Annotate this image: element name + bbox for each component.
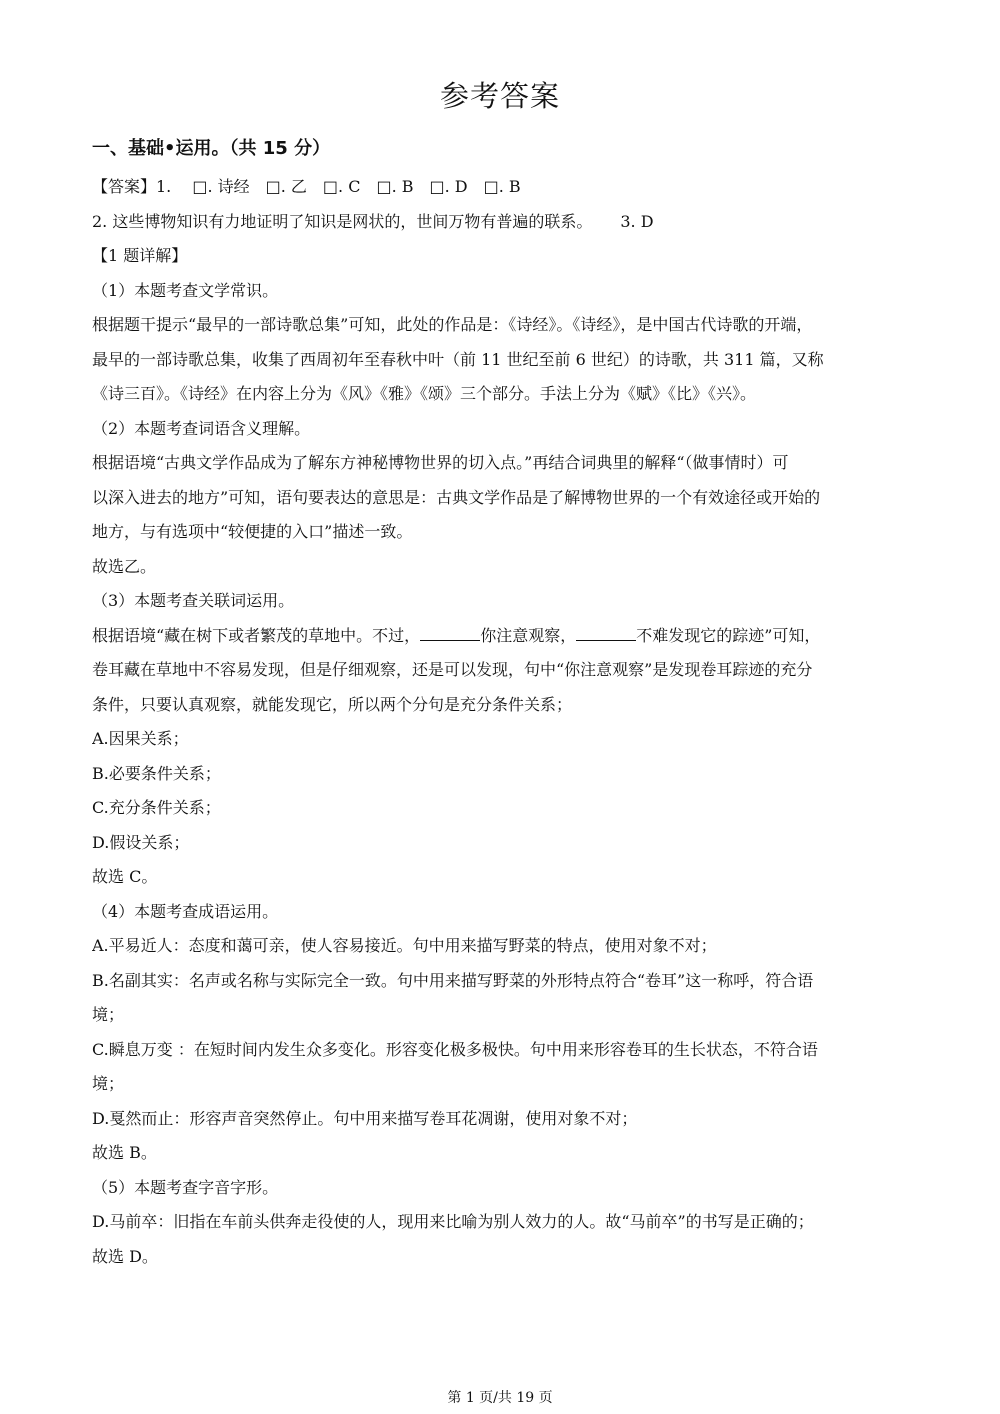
paragraph-line: 条件，只要认真观察，就能发现它，所以两个分句是充分条件关系； bbox=[92, 694, 573, 714]
subsection-title: （2）本题考查词语含义理解。 bbox=[92, 418, 311, 438]
paragraph-line: 根据语境“古典文学作品成为了解东方神秘博物世界的切入点。”再结合词典里的解释“（做事情时）可 bbox=[92, 453, 789, 472]
answer-choice: 故选 C。 bbox=[92, 867, 158, 886]
answer-text: 2. 这些博物知识有力地证明了知识是网状的，世间万物有普遍的联系。 bbox=[92, 211, 593, 231]
paragraph-line: 根据题干提示“最早的一部诗歌总集”可知，此处的作品是：《诗经》。《诗经》，是中国古代诗歌的开端， bbox=[92, 315, 813, 334]
subsection-title: （4）本题考查成语运用。 bbox=[92, 901, 279, 921]
option-line: D.马前卒：旧指在车前头供奔走役使的人，现用来比喻为别人效力的人。故“马前卒”的书写是正确的； bbox=[92, 1212, 814, 1231]
option-line: 境； bbox=[92, 1005, 125, 1024]
section-heading: 一、基础•运用。（共 15 分） bbox=[92, 138, 331, 159]
option-line: C.瞬息万变 ：在短时间内发生众多变化。形容变化极多极快。句中用来形容卷耳的生长状态，不符合语 bbox=[92, 1039, 818, 1059]
answer-choice: 故选 B。 bbox=[92, 1143, 157, 1162]
paragraph-line: 卷耳藏在草地中不容易发现，但是仔细观察，还是可以发现，句中“你注意观察”是发现卷耳踪迹的充分 bbox=[92, 660, 813, 679]
paragraph-text: 不难发现它的踪迹”可知， bbox=[636, 625, 821, 645]
option-line: A.平易近人：态度和蔼可亲，使人容易接近。句中用来描写野菜的特点，使用对象不对； bbox=[92, 936, 717, 955]
option-line: C.充分条件关系； bbox=[92, 798, 221, 817]
paragraph-line: 地方，与有选项中“较便捷的入口”描述一致。 bbox=[92, 522, 413, 541]
option-line: D.戛然而止：形容声音突然停止。句中用来描写卷耳花凋谢，使用对象不对； bbox=[92, 1108, 638, 1128]
page-title: 参考答案 bbox=[439, 79, 560, 113]
answer-line: 【答案】1. □. 诗经 □. 乙 □. C □. B □. D □. B bbox=[92, 177, 521, 196]
paragraph-line: 最早的一部诗歌总集，收集了西周初年至春秋中叶（前 11 世纪至前 6 世纪）的诗歌，共 311 篇，又称 bbox=[92, 349, 824, 369]
fill-blank bbox=[420, 626, 480, 641]
paragraph-text: 你注意观察， bbox=[480, 625, 577, 645]
paragraph-line: 以深入进去的地方”可知，语句要表达的意思是：古典文学作品是了解博物世界的一个有效途径或开始的 bbox=[92, 487, 821, 507]
page-footer: 第 1 页/共 19 页 bbox=[447, 1390, 553, 1406]
option-line: A.因果关系； bbox=[92, 729, 189, 748]
answer-line bbox=[92, 205, 910, 240]
answer-body bbox=[92, 170, 910, 1274]
subsection-title: （3）本题考查关联词运用。 bbox=[92, 591, 295, 610]
paragraph-line bbox=[92, 619, 910, 654]
answer-choice: 故选 D。 bbox=[92, 1246, 158, 1266]
option-line: D.假设关系； bbox=[92, 832, 190, 852]
option-line: 境； bbox=[92, 1074, 125, 1093]
paragraph-line: 《诗三百》。《诗经》在内容上分为《风》《雅》《颂》三个部分。手法上分为《赋》《比》《兴》。 bbox=[92, 384, 757, 403]
option-line: B.名副其实：名声或名称与实际完全一致。句中用来描写野菜的外形特点符合“卷耳”这一称呼，符合语 bbox=[92, 970, 814, 990]
subsection-title: （1）本题考查文学常识。 bbox=[92, 280, 279, 300]
option-line: B.必要条件关系； bbox=[92, 763, 221, 783]
answer-text: 3. D bbox=[620, 211, 654, 231]
subsection-title: （5）本题考查字音字形。 bbox=[92, 1177, 279, 1197]
fill-blank bbox=[576, 626, 636, 641]
paragraph-line: 故选乙。 bbox=[92, 556, 157, 576]
detail-heading: 【1 题详解】 bbox=[92, 246, 188, 265]
paragraph-text: 根据语境“藏在树下或者繁茂的草地中。不过， bbox=[92, 625, 421, 645]
